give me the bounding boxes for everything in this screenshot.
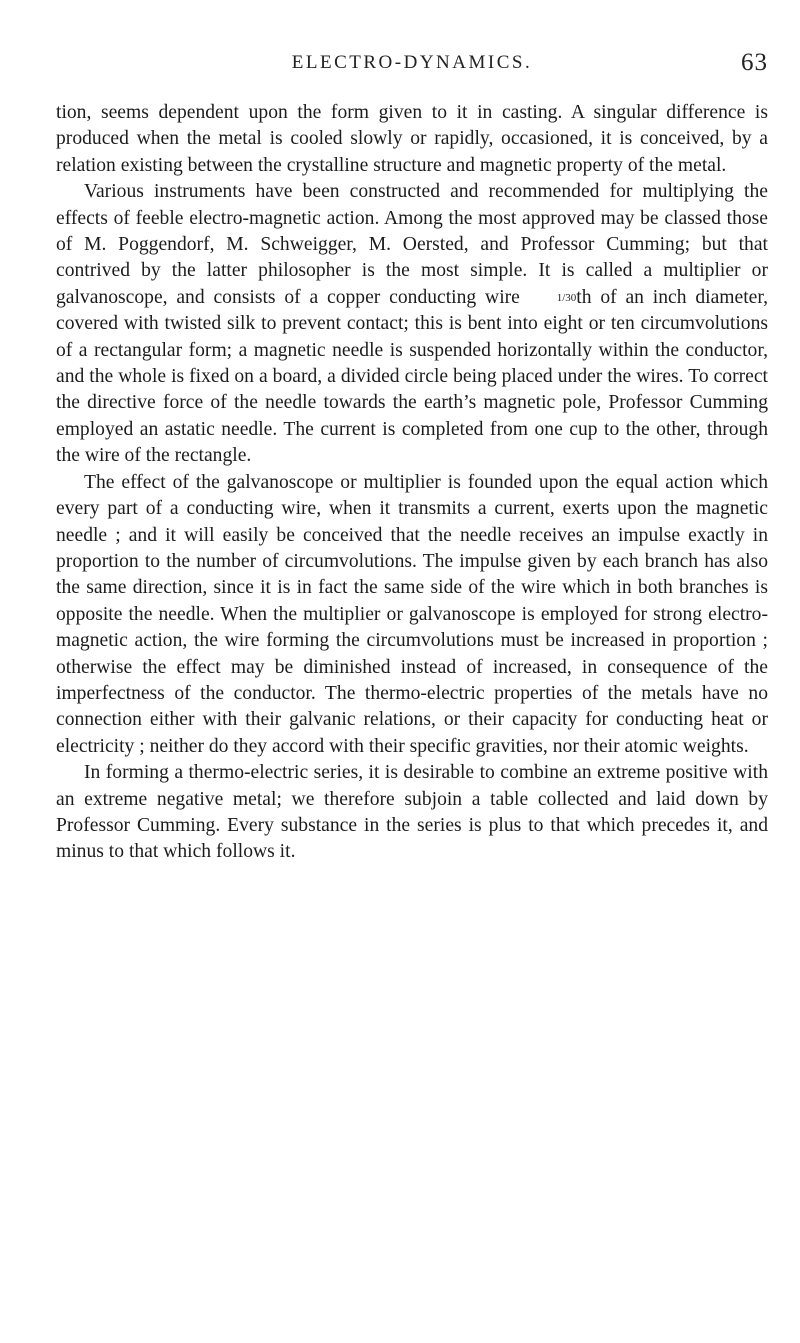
- paragraph-4: [56, 760, 768, 866]
- paragraph-4-text: In forming a thermo-electric series, it is desirable to combine an extreme positive with an extreme negative metal; we therefore subjoin a table collected and laid down by Professor Cumming. Every substance in the series is plus to that which precedes it, and minus to that which follows it.: [56, 762, 768, 863]
- paragraph-2: [56, 179, 768, 469]
- paragraph-3: [56, 470, 768, 760]
- paragraph-2-text: Various instruments have been constructed and recommended for multiplying the effects of feeble electro-magnetic action. Among the most approved may be classed those of M. Poggendorf, M. Schweigger, M. Oersted, and Professor Cumming; but that contrived by the latter philosopher is the most simple. It is called a multiplier or galvanoscope, and consists of a copper conducting wire: [56, 181, 768, 308]
- paragraph-3-text: The effect of the galvanoscope or multiplier is founded upon the equal action which every part of a conducting wire, when it transmits a current, exerts upon the magnetic needle ; and it will easily be conceived that the needle receives an impulse exactly in proportion to the number of circumvolutions. The impulse given by each branch has also the same direction, since it is in fact the same side of the wire which in both branches is opposite the needle. When the multiplier or galvanoscope is employed for strong electro-magnetic action, the wire forming the circumvolutions must be increased in proportion ; otherwise the effect may be diminished instead of increased, in consequence of the imperfectness of the conductor. The thermo-electric properties of the metals have no connection either with their galvanic relations, or their capacity for conducting heat or electricity ; neither do they accord with their specific gravities, nor their atomic weights.: [56, 471, 768, 757]
- fraction-thirtieth: 1/30: [556, 291, 577, 304]
- running-head: [56, 49, 768, 84]
- body-text: [56, 100, 768, 866]
- page-number: 63: [741, 49, 768, 76]
- paragraph-2-text-continued: th of an inch diameter, covered with twisted silk to prevent contact; this is bent into eight or ten circumvolutions of a rectangular form; a magnetic needle is suspended horizontally within the conductor, and the whole is fixed on a board, a divided circle being placed under the wires. To correct the directive force of the needle towards the earth’s magnetic pole, Professor Cumming employed an astatic needle. The current is completed from one cup to the other, through the wire of the rectangle.: [56, 286, 768, 467]
- paragraph-1-text: tion, seems dependent upon the form given to it in casting. A singular difference is produced when the metal is cooled slowly or rapidly, occasioned, it is conceived, by a relation existing between the crystalline structure and magnetic property of the metal.: [56, 102, 768, 176]
- paragraph-1: [56, 100, 768, 179]
- running-title: ELECTRO-DYNAMICS.: [291, 52, 533, 73]
